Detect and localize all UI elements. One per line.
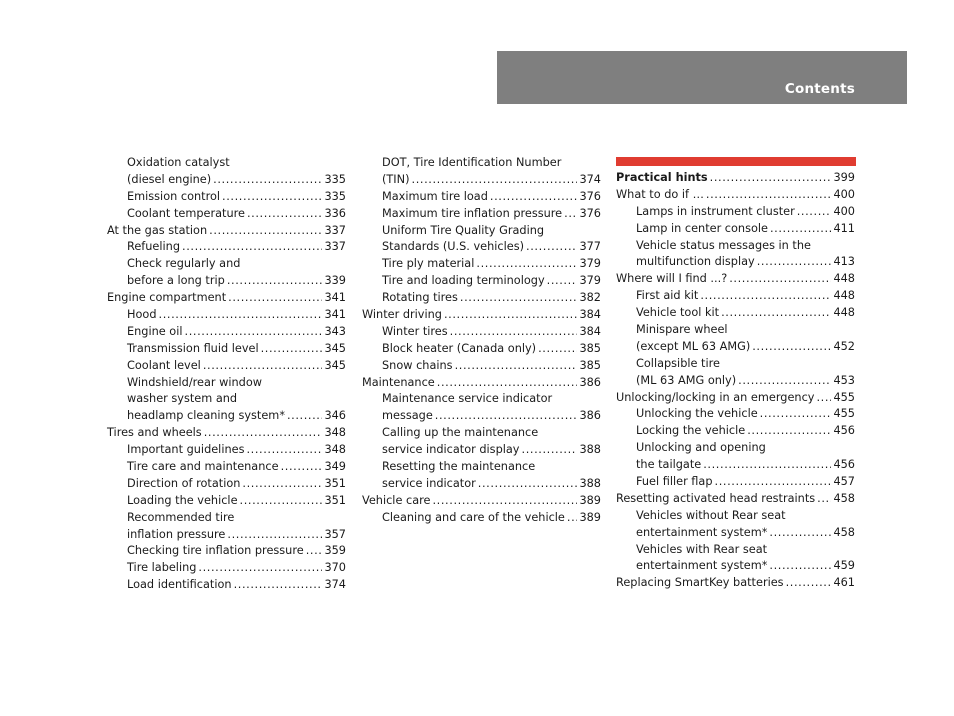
dot-leader (567, 510, 578, 527)
toc-entry-text: First aid kit (636, 289, 699, 303)
dot-leader (769, 558, 831, 575)
dot-leader (455, 358, 578, 375)
toc-entry-text: Unlocking/locking in an emergency (616, 390, 815, 404)
toc-page-number: 385 (579, 341, 601, 355)
toc-entry-text: the tailgate (636, 458, 702, 472)
toc-subentry[interactable] (616, 558, 855, 575)
toc-entry-text: Emission control (127, 189, 221, 203)
toc-subentry[interactable] (362, 391, 601, 408)
toc-entry-text: Winter driving (362, 308, 442, 322)
toc-subentry[interactable] (107, 358, 346, 375)
toc-subentry[interactable] (616, 440, 855, 457)
toc-subentry[interactable] (616, 305, 855, 322)
toc-entry[interactable] (107, 223, 346, 240)
toc-subentry[interactable] (362, 256, 601, 273)
toc-entry-text: entertainment system* (636, 525, 768, 539)
toc-page-number: 411 (833, 221, 855, 235)
toc-page-number: 336 (324, 206, 346, 220)
toc-page-number: 385 (579, 358, 601, 372)
toc-subentry[interactable] (107, 324, 346, 341)
dot-leader (703, 457, 831, 474)
toc-entry-text: Standards (U.S. vehicles) (382, 240, 525, 254)
dot-leader (227, 527, 322, 544)
toc-page-number: 384 (579, 308, 601, 322)
toc-page-number: 455 (833, 407, 855, 421)
dot-leader (444, 307, 577, 324)
toc-page-number: 374 (324, 578, 346, 592)
toc-entry-text: Transmission fluid level (127, 341, 259, 355)
dot-leader (159, 307, 323, 324)
toc-page-number: 453 (833, 373, 855, 387)
toc-subentry[interactable] (362, 155, 601, 172)
toc-page-number: 370 (324, 561, 346, 575)
toc-entry-text: multifunction display (636, 255, 755, 269)
toc-entry-text: Loading the vehicle (127, 493, 238, 507)
toc-entry-text: Lamp in center console (636, 221, 768, 235)
toc-page-number: 459 (833, 559, 855, 573)
toc-entry[interactable] (616, 491, 855, 508)
toc-page-number: 376 (579, 206, 601, 220)
dot-leader (287, 408, 322, 425)
toc-entry-text: service indicator display (382, 443, 520, 457)
dot-leader (182, 239, 322, 256)
toc-page-number: 339 (324, 274, 346, 288)
dot-leader (816, 390, 831, 407)
toc-page-number: 456 (833, 458, 855, 472)
toc-subentry[interactable] (616, 373, 855, 390)
toc-subentry[interactable] (107, 543, 346, 560)
toc-page-number: 337 (324, 240, 346, 254)
dot-leader (747, 423, 831, 440)
toc-subentry[interactable] (616, 288, 855, 305)
dot-leader (435, 408, 578, 425)
toc-entry-text: entertainment system* (636, 559, 768, 573)
toc-entry-text: DOT, Tire Identification Number (382, 156, 562, 169)
toc-page-number: 399 (833, 171, 855, 184)
toc-entry-text: Maximum tire load (382, 189, 488, 203)
toc-entry-text: Tire labeling (127, 561, 197, 575)
header-band (497, 51, 907, 104)
dot-leader (710, 170, 832, 187)
toc-entry-text: Where will I find ...? (616, 272, 728, 286)
toc-entry-text: Direction of rotation (127, 476, 241, 490)
toc-entry-text: Practical hints (616, 171, 708, 184)
toc-entry[interactable] (107, 425, 346, 442)
toc-entry-text: Unlocking and opening (636, 441, 766, 455)
dot-leader (450, 324, 578, 341)
toc-subentry[interactable] (362, 341, 601, 358)
toc-subentry[interactable] (107, 408, 346, 425)
toc-entry-text: Lamps in instrument cluster (636, 204, 795, 218)
dot-leader (715, 474, 832, 491)
toc-entry-text: Engine oil (127, 324, 183, 338)
toc-subentry[interactable] (362, 476, 601, 493)
toc-entry-text: Fuel filler flap (636, 475, 713, 489)
toc-subentry[interactable] (616, 339, 855, 356)
toc-subentry[interactable] (362, 510, 601, 527)
toc-entry[interactable] (616, 271, 855, 288)
toc-entry-text: Vehicle status messages in the (636, 238, 811, 252)
toc-subentry[interactable] (107, 375, 346, 392)
dot-leader (240, 493, 323, 510)
toc-page-number: 346 (324, 409, 346, 423)
toc-subentry[interactable] (616, 474, 855, 491)
toc-page-number: 351 (324, 493, 346, 507)
dot-leader (729, 271, 831, 288)
toc-entry[interactable] (362, 307, 601, 324)
dot-leader (242, 476, 322, 493)
dot-leader (547, 273, 578, 290)
dot-leader (437, 375, 578, 392)
toc-subentry[interactable] (616, 204, 855, 221)
toc-entry-text: Important guidelines (127, 443, 245, 457)
toc-subentry[interactable] (616, 525, 855, 542)
dot-leader (281, 459, 323, 476)
toc-subentry[interactable] (362, 239, 601, 256)
toc-entry-text: At the gas station (107, 223, 208, 237)
toc-subentry[interactable] (362, 172, 601, 189)
toc-entry-text: message (382, 409, 433, 423)
toc-page-number: 455 (833, 390, 855, 404)
toc-page-number: 400 (833, 187, 855, 201)
toc-page-number: 377 (579, 240, 601, 254)
toc-page-number: 448 (833, 289, 855, 303)
dot-leader (752, 339, 831, 356)
dot-leader (412, 172, 578, 189)
dot-leader (706, 187, 832, 204)
toc-subentry[interactable] (616, 356, 855, 373)
toc-subentry[interactable] (107, 510, 346, 527)
toc-page-number: 379 (579, 257, 601, 271)
toc-entry-text: Rotating tires (382, 291, 458, 305)
toc-entry-text: Maintenance service indicator (382, 392, 553, 406)
toc-page-number: 388 (579, 476, 601, 490)
dot-leader (522, 442, 578, 459)
toc-page-number: 457 (833, 475, 855, 489)
toc-subentry[interactable] (107, 493, 346, 510)
toc-page-number: 384 (579, 324, 601, 338)
toc-entry-text: Load identification (127, 578, 232, 592)
toc-entry-text: Check regularly and (127, 257, 241, 271)
toc-entry[interactable] (362, 375, 601, 392)
toc-page-number: 349 (324, 460, 346, 474)
toc-entry-text: washer system and (127, 392, 238, 406)
dot-leader (700, 288, 831, 305)
dot-leader (526, 239, 577, 256)
toc-subentry[interactable] (107, 560, 346, 577)
toc-entry-text: Vehicles without Rear seat (636, 508, 786, 522)
toc-page-number: 357 (324, 527, 346, 541)
dot-leader (227, 273, 323, 290)
toc-subentry[interactable] (616, 221, 855, 238)
dot-leader (797, 204, 832, 221)
toc-page-number: 386 (579, 375, 601, 389)
dot-leader (306, 543, 323, 560)
toc-entry-text: (diesel engine) (127, 172, 212, 186)
toc-subentry[interactable] (107, 577, 346, 594)
toc-entry-text: Maximum tire inflation pressure (382, 206, 563, 220)
toc-entry-text: inflation pressure (127, 527, 226, 541)
toc-entry-text: Snow chains (382, 358, 453, 372)
section-accent-bar (616, 157, 856, 166)
toc-page-number: 359 (324, 544, 346, 558)
toc-entry[interactable] (616, 575, 855, 592)
toc-entry-text: Windshield/rear window (127, 375, 263, 389)
toc-subentry[interactable] (107, 459, 346, 476)
toc-subentry[interactable] (362, 324, 601, 341)
toc-page-number: 456 (833, 424, 855, 438)
toc-entry-text: (ML 63 AMG only) (636, 373, 737, 387)
toc-entry-text: Vehicle care (362, 493, 431, 507)
toc-entry-text: Minispare wheel (636, 323, 728, 337)
toc-subentry[interactable] (362, 408, 601, 425)
toc-page-number: 448 (833, 306, 855, 320)
toc-subentry[interactable] (107, 442, 346, 459)
toc-subentry[interactable] (362, 290, 601, 307)
toc-entry-text: Tire care and maintenance (127, 460, 279, 474)
toc-entry-text: Calling up the maintenance (382, 426, 539, 440)
toc-subentry[interactable] (362, 206, 601, 223)
dot-leader (460, 290, 578, 307)
toc-subentry[interactable] (362, 358, 601, 375)
toc-entry-text: Uniform Tire Quality Grading (382, 223, 545, 237)
toc-subentry[interactable] (107, 189, 346, 206)
dot-leader (213, 172, 322, 189)
toc-entry-text: Tires and wheels (107, 426, 202, 440)
toc-entry-text: Tire ply material (382, 257, 475, 271)
toc-page-number: 458 (833, 525, 855, 539)
toc-page-number: 335 (324, 172, 346, 186)
dot-leader (721, 305, 831, 322)
dot-leader (209, 223, 322, 240)
toc-page-number: 388 (579, 443, 601, 457)
toc-page-number: 348 (324, 426, 346, 440)
toc-entry-text: Maintenance (362, 375, 435, 389)
toc-page-number: 461 (833, 576, 855, 590)
toc-subentry[interactable] (107, 527, 346, 544)
toc-page-number: 345 (324, 358, 346, 372)
toc-subentry[interactable] (616, 508, 855, 525)
toc-page-number: 386 (579, 409, 601, 423)
toc-entry-text: Locking the vehicle (636, 424, 746, 438)
toc-subentry[interactable] (616, 423, 855, 440)
dot-leader (247, 206, 322, 223)
toc-entry-text: Vehicles with Rear seat (636, 542, 768, 556)
toc-subentry[interactable] (362, 223, 601, 240)
dot-leader (769, 525, 831, 542)
toc-column-2 (362, 155, 601, 527)
toc-entry-text: Resetting activated head restraints (616, 491, 816, 505)
toc-page-number: 413 (833, 255, 855, 269)
dot-leader (738, 373, 831, 390)
toc-entry-text: Engine compartment (107, 291, 227, 305)
toc-subentry[interactable] (616, 457, 855, 474)
toc-entry-text: Coolant level (127, 358, 201, 372)
toc-subentry[interactable] (616, 322, 855, 339)
toc-subentry[interactable] (616, 406, 855, 423)
toc-subentry[interactable] (107, 273, 346, 290)
toc-page-number: 337 (324, 223, 346, 237)
toc-page-number: 351 (324, 476, 346, 490)
dot-leader (203, 358, 323, 375)
toc-entry-text: Checking tire inflation pressure (127, 544, 304, 558)
toc-column-1 (107, 155, 346, 594)
toc-page-number: 345 (324, 341, 346, 355)
toc-subentry[interactable] (362, 459, 601, 476)
toc-entry-text: Resetting the maintenance (382, 460, 536, 474)
toc-page-number: 335 (324, 189, 346, 203)
toc-page-number: 458 (833, 491, 855, 505)
toc-entry-text: Winter tires (382, 324, 448, 338)
toc-page-number: 374 (579, 172, 601, 186)
toc-entry-text: (except ML 63 AMG) (636, 339, 751, 353)
toc-subentry[interactable] (616, 238, 855, 255)
dot-leader (476, 256, 577, 273)
toc-subentry[interactable] (107, 391, 346, 408)
toc-page-number: 348 (324, 443, 346, 457)
toc-page-number: 382 (579, 291, 601, 305)
toc-page-number: 400 (833, 204, 855, 218)
dot-leader (490, 189, 578, 206)
toc-entry-text: before a long trip (127, 274, 225, 288)
toc-entry[interactable] (362, 493, 601, 510)
toc-entry-text: Block heater (Canada only) (382, 341, 537, 355)
toc-page-number: 452 (833, 339, 855, 353)
toc-subentry[interactable] (107, 256, 346, 273)
toc-page-number: 389 (579, 493, 601, 507)
toc-subentry[interactable] (107, 206, 346, 223)
toc-subentry[interactable] (107, 239, 346, 256)
toc-entry-text: (TIN) (382, 172, 410, 186)
toc-page-number: 376 (579, 189, 601, 203)
toc-entry-text: Unlocking the vehicle (636, 407, 758, 421)
toc-page-number: 341 (324, 308, 346, 322)
page-title: Contents (784, 81, 855, 97)
toc-subentry[interactable] (107, 476, 346, 493)
toc-entry-text: headlamp cleaning system* (127, 409, 285, 423)
dot-leader (246, 442, 322, 459)
toc-entry[interactable] (616, 390, 855, 407)
dot-leader (228, 290, 322, 307)
dot-leader (786, 575, 832, 592)
dot-leader (760, 406, 832, 423)
toc-entry-text: service indicator (382, 476, 476, 490)
toc-entry-text: What to do if … (616, 187, 704, 201)
toc-entry-text: Vehicle tool kit (636, 306, 720, 320)
dot-leader (222, 189, 322, 206)
toc-entry-text: Replacing SmartKey batteries (616, 576, 784, 590)
dot-leader (564, 206, 577, 223)
toc-entry-text: Tire and loading terminology (382, 274, 545, 288)
toc-entry-text: Cleaning and care of the vehicle (382, 510, 565, 524)
toc-subentry[interactable] (107, 155, 346, 172)
dot-leader (757, 254, 832, 271)
toc-subentry[interactable] (107, 307, 346, 324)
dot-leader (478, 476, 578, 493)
dot-leader (817, 491, 831, 508)
toc-page-number: 341 (324, 291, 346, 305)
toc-subentry[interactable] (362, 273, 601, 290)
toc-subentry[interactable] (362, 189, 601, 206)
toc-subentry[interactable] (616, 254, 855, 271)
toc-entry-text: Hood (127, 308, 157, 322)
dot-leader (198, 560, 322, 577)
dot-leader (204, 425, 323, 442)
toc-entry-text: Recommended tire (127, 510, 235, 524)
toc-entry[interactable] (107, 290, 346, 307)
toc-page-number: 389 (579, 510, 601, 524)
toc-entry-text: Oxidation catalyst (127, 156, 230, 169)
toc-subentry[interactable] (107, 172, 346, 189)
toc-entry[interactable] (616, 170, 855, 187)
dot-leader (770, 221, 831, 238)
dot-leader (538, 341, 577, 358)
toc-subentry[interactable] (362, 425, 601, 442)
dot-leader (432, 493, 577, 510)
dot-leader (185, 324, 323, 341)
toc-page-number: 448 (833, 272, 855, 286)
toc-subentry[interactable] (107, 341, 346, 358)
toc-page-number: 379 (579, 274, 601, 288)
toc-entry[interactable] (616, 187, 855, 204)
toc-subentry[interactable] (362, 442, 601, 459)
dot-leader (261, 341, 323, 358)
toc-entry-text: Refueling (127, 240, 180, 254)
toc-subentry[interactable] (616, 542, 855, 559)
dot-leader (234, 577, 323, 594)
toc-column-3 (616, 170, 855, 592)
toc-entry-text: Coolant temperature (127, 206, 245, 220)
toc-page-number: 343 (324, 324, 346, 338)
toc-entry-text: Collapsible tire (636, 356, 720, 370)
